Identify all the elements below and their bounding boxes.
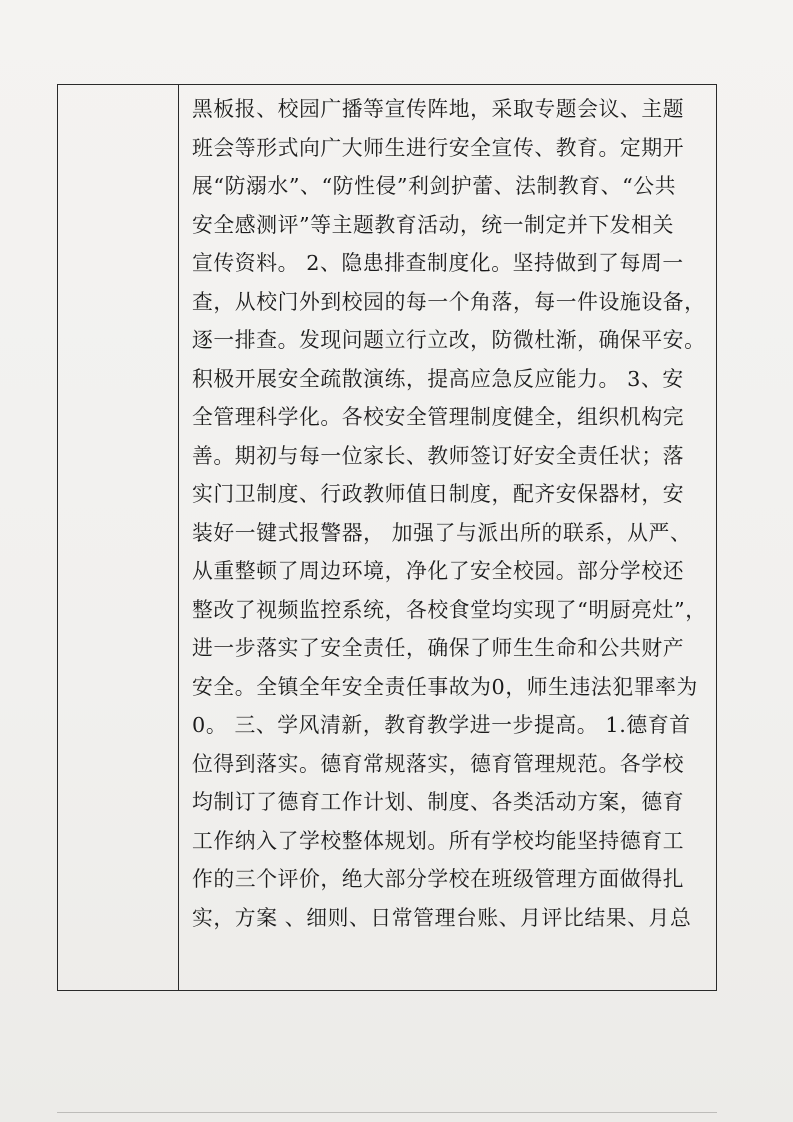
text-line: 作的三个评价，绝大部分学校在班级管理方面做得扎 [192,867,685,891]
text-line: 位得到落实。德育常规落实，德育管理规范。各学校 [192,751,685,776]
page-bottom-rule [57,1112,717,1113]
text-line: 均制订了德育工作计划、制度、各类活动方案，德育 [192,790,685,814]
text-line: 实门卫制度、行政教师值日制度，配齐安保器材，安 [192,482,685,506]
text-line: 查，从校门外到校园的每一个角落，每一件设施设备， [192,289,706,314]
text-line: 工作纳入了学校整体规划。所有学校均能坚持德育工 [192,828,685,853]
text-line: 逐一排查。发现问题立行立改，防微杜渐，确保平安。 [192,328,706,352]
table-frame [57,84,717,991]
text-line: 整改了视频监控系统，各校食堂均实现了“明厨亮灶”， [192,597,707,622]
text-line: 展“防溺水”、“防性侵”利剑护蕾、法制教育、“公共 [192,174,677,198]
text-line: 积极开展安全疏散演练，提高应急反应能力。 3、安 [192,366,684,391]
text-line: 班会等形式向广大师生进行安全宣传、教育。定期开 [192,135,685,160]
text-line: 从重整顿了周边环境，净化了安全校园。部分学校还 [192,559,685,583]
text-line: 实，方案 、细则、日常管理台账、月评比结果、月总 [192,905,692,930]
text-line: 装好一键式报警器， 加强了与派出所的联系，从严、 [192,520,692,545]
text-line: 安全。全镇全年安全责任事故为0，师生违法犯罪率为 [192,674,698,699]
text-line: 安全感测评”等主题教育活动，统一制定并下发相关 [192,212,674,237]
text-line: 黑板报、校园广播等宣传阵地，采取专题会议、主题 [192,97,685,121]
text-line: 全管理科学化。各校安全管理制度健全，组织机构完 [192,405,685,429]
table-column-divider [178,85,179,990]
table-content-cell [192,90,712,937]
text-line: 进一步落实了安全责任，确保了师生生命和公共财产 [192,636,685,660]
text-line: 宣传资料。 2、隐患排查制度化。坚持做到了每周一 [192,251,684,275]
text-line: 善。期初与每一位家长、教师签订好安全责任状；落 [192,443,685,468]
text-line: 0。 三、学风清新，教育教学进一步提高。 1.德育首 [192,713,691,737]
